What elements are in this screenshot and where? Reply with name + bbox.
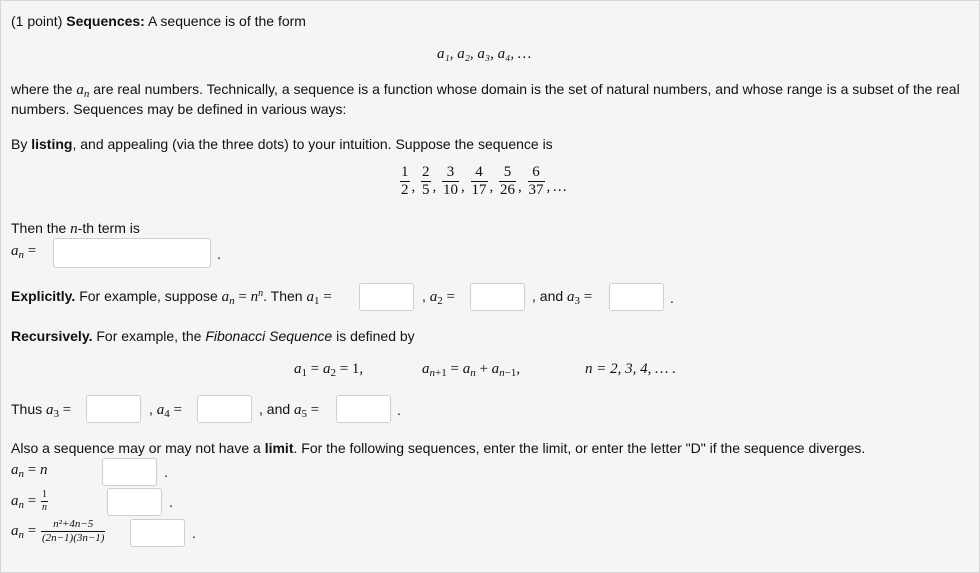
listing-text: , and appealing (via the three dots) to your intuition. Suppose the sequence is: [72, 136, 553, 152]
fib-a5-label: , and $a_5$ =: [259, 401, 320, 420]
listing-paragraph: By listing, and appealing (via the three dots) to your intuition. Suppose the sequence is: [11, 136, 553, 152]
definition-text-1: are real numbers. Technically, a sequence is a function whose domain is the set of natural numbers, and whose range is a subset of the real: [93, 81, 960, 97]
fib-a5-input[interactable]: [336, 395, 391, 423]
period: .: [169, 494, 173, 510]
a3-input[interactable]: [609, 283, 664, 311]
fraction-term: $\frac{2}{5}$: [422, 164, 430, 198]
period: .: [192, 525, 196, 541]
fraction-sequence: $\frac{1}{2}$ , $\frac{2}{5}$ , $\frac{3}{10}$ , $\frac{4}{17}$ , $\frac{5}{26}$ , $\frac{6}{37}$ , …: [401, 164, 568, 198]
fraction-term: $\frac{4}{17}$: [471, 164, 487, 198]
recursive-paragraph: Recursively. For example, the Fibonacci Sequence is defined by: [11, 328, 415, 344]
fib-a4-input[interactable]: [197, 395, 252, 423]
period: .: [164, 464, 168, 480]
a3-label: , and $a_3$ =: [532, 288, 593, 307]
explicit-paragraph: Explicitly. For example, suppose $a_n = n^n$. Then $a_1$ =: [11, 288, 332, 307]
limit2-label: $a_n$ = $\frac{1}{n}$: [11, 489, 47, 513]
fraction-term: $\frac{5}{26}$: [500, 164, 515, 198]
definition-line2: numbers. Sequences may be defined in various ways:: [11, 101, 347, 117]
limit2-input[interactable]: [107, 488, 162, 516]
fib-n-range: n = 2, 3, 4, … .: [585, 361, 676, 377]
limit1-input[interactable]: [102, 458, 157, 486]
nth-term-input[interactable]: [53, 238, 211, 268]
definition-line1: where the $a_n$ are real numbers. Technically, a sequence is a function whose domain is the set of natural numbers, and whose range is a subset of the real: [11, 81, 960, 100]
problem-title: Sequences:: [66, 13, 145, 29]
fibonacci-label: Fibonacci Sequence: [205, 328, 333, 344]
limit1-label: $a_n = n$: [11, 462, 48, 480]
fib-a3-input[interactable]: [86, 395, 141, 423]
sequence-display: a₁, a₂, a₃, a₄, …: [437, 46, 532, 62]
a2-label: , $a_2$ =: [422, 288, 455, 307]
fib-initial: $a_1 = a_2 = 1$,: [294, 361, 364, 379]
limits-paragraph: Also a sequence may or may not have a limit. For the following sequences, enter the limit, or enter the letter "D" if the sequence diverges.: [11, 440, 866, 456]
listing-bold: listing: [31, 136, 73, 152]
ellipsis: …: [552, 178, 568, 195]
a1-input[interactable]: [359, 283, 414, 311]
problem-header: [11, 13, 306, 29]
fib-a4-label: , $a_4$ =: [149, 401, 182, 420]
period: .: [670, 290, 674, 306]
nth-term-label: Then the n-th term is: [11, 220, 140, 237]
limit3-input[interactable]: [130, 519, 185, 547]
thus-label: Thus $a_3$ =: [11, 401, 72, 420]
fib-recurrence: $a_{n+1} = a_n + a_{n-1}$,: [422, 361, 521, 379]
period: .: [217, 246, 221, 262]
fraction-term: $\frac{3}{10}$: [443, 164, 458, 198]
an-label: $a_n$ =: [11, 243, 37, 261]
fraction-term: $\frac{6}{37}$: [528, 164, 544, 198]
a2-input[interactable]: [470, 283, 525, 311]
points-label: (1 point): [11, 13, 63, 29]
period: .: [397, 402, 401, 418]
limit3-label: $a_n$ = $\frac{\text{n²+4n−5}}{(2n-1)(3n-1)}$: [11, 518, 105, 544]
fraction-term: $\frac{1}{2}$: [401, 164, 409, 198]
intro-text: A sequence is of the form: [147, 13, 306, 29]
